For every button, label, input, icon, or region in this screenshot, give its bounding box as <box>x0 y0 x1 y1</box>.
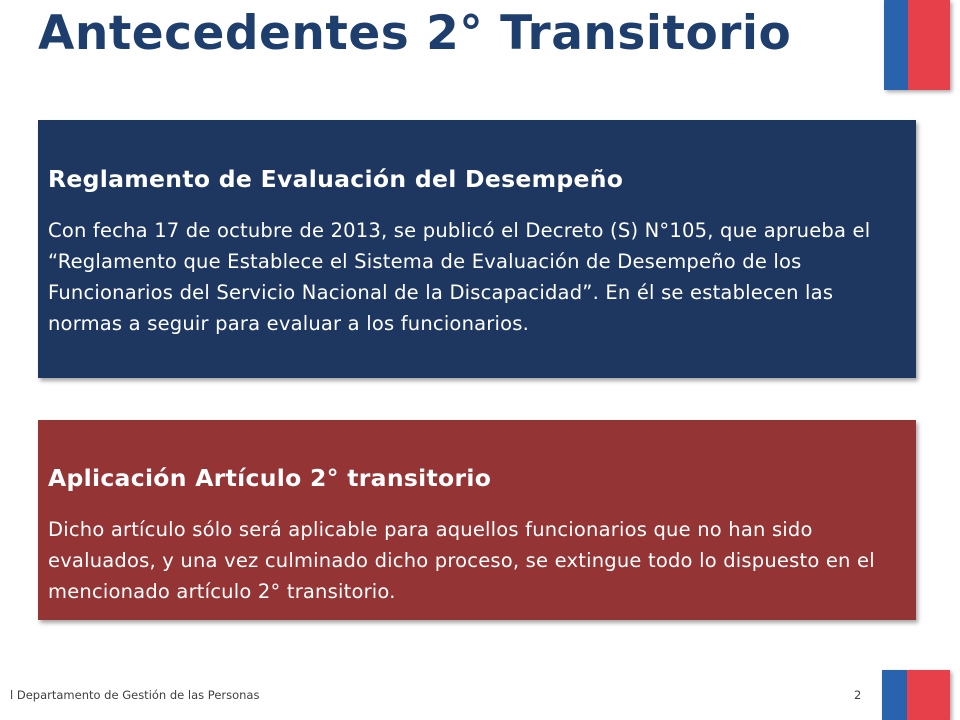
flag-blue-stripe <box>882 670 907 720</box>
footer-department: l Departamento de Gestión de las Personas <box>10 688 260 702</box>
aplicacion-panel <box>38 420 916 620</box>
aplicacion-body: Dicho artículo sólo será aplicable para aquellos funcionarios que no han sido evaluados, y una vez culminado dicho proceso, se extingue todo lo dispuesto en el mencionado artículo 2° transitorio. <box>48 518 875 603</box>
slide-title: Antecedentes 2° Transitorio <box>38 6 792 61</box>
aplicacion-heading: Aplicación Artículo 2° transitorio <box>48 464 492 492</box>
flag-red-stripe <box>907 670 950 720</box>
reglamento-panel <box>38 120 916 378</box>
reglamento-body: Con fecha 17 de octubre de 2013, se publicó el Decreto (S) N°105, que aprueba el “Reglamento que Establece el Sistema de Evaluación de Desempeño de los Funcionarios del Servicio Nacional de la Discapacidad”. En él se establecen las normas a seguir para evaluar a los funcionarios. <box>48 219 871 335</box>
reglamento-heading: Reglamento de Evaluación del Desempeño <box>48 165 624 193</box>
flag-logo-bottom <box>882 670 950 720</box>
flag-red-stripe <box>908 0 950 90</box>
flag-blue-stripe <box>884 0 908 90</box>
page-number: 2 <box>854 688 862 702</box>
flag-logo-top <box>884 0 950 90</box>
